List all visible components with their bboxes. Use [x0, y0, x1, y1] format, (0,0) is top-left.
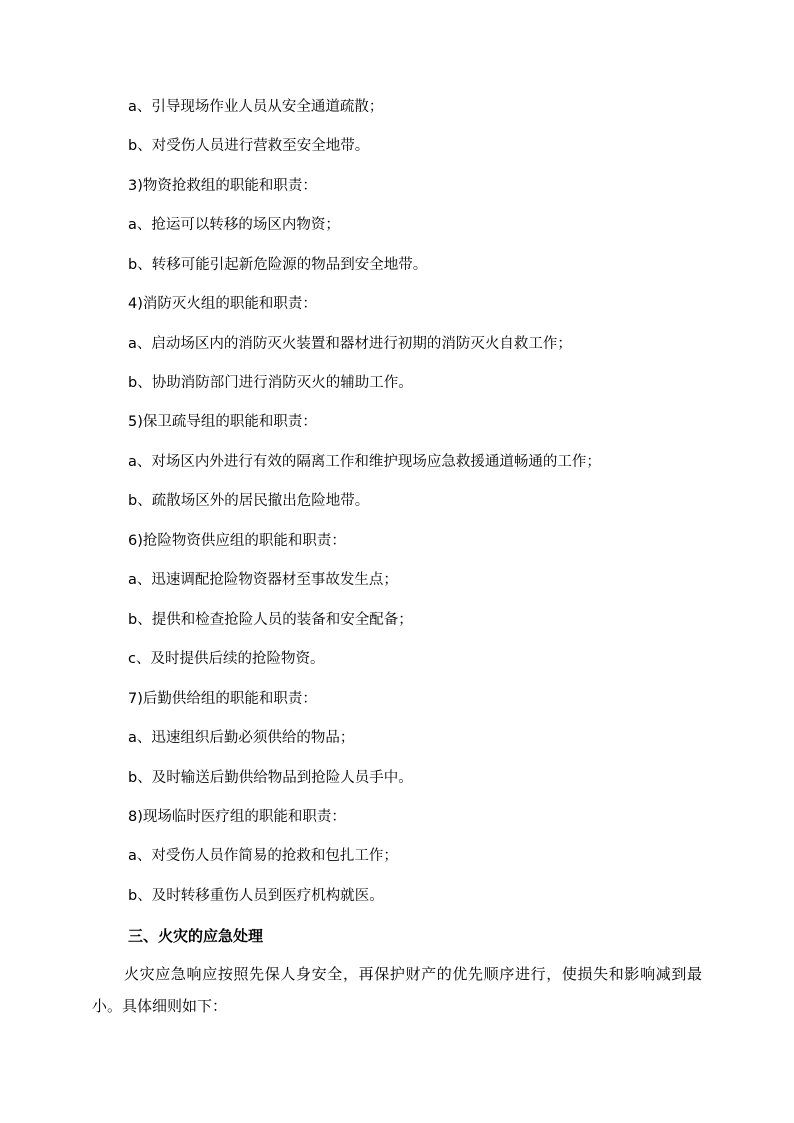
subsection-title: 6)抢险物资供应组的职能和职责：	[128, 533, 346, 549]
list-item: a、迅速组织后勤必须供给的物品；	[128, 730, 355, 746]
list-item: b、协助消防部门进行消防灭火的辅助工作。	[128, 375, 413, 391]
subsection-title: 8)现场临时医疗组的职能和职责：	[128, 809, 346, 825]
list-item: b、及时转移重伤人员到医疗机构就医。	[128, 888, 384, 904]
list-item: a、对场区内外进行有效的隔离工作和维护现场应急救援通道畅通的工作；	[128, 454, 601, 470]
subsection-title: 7)后勤供给组的职能和职责：	[128, 691, 317, 707]
subsection-title: 3)物资抢救组的职能和职责：	[128, 178, 317, 194]
list-item: a、抢运可以转移的场区内物资；	[128, 217, 340, 233]
list-item: b、转移可能引起新危险源的物品到安全地带。	[128, 257, 428, 273]
list-item: b、及时输送后勤供给物品到抢险人员手中。	[128, 770, 413, 786]
subsection-title: 4)消防灭火组的职能和职责：	[128, 296, 317, 312]
list-item: a、引导现场作业人员从安全通道疏散；	[128, 99, 384, 115]
list-item: a、对受伤人员作简易的抢救和包扎工作；	[128, 848, 398, 864]
list-item: b、提供和检查抢险人员的装备和安全配备；	[128, 612, 413, 628]
list-item: a、启动场区内的消防灭火装置和器材进行初期的消防灭火自救工作；	[128, 336, 572, 352]
subsection-title: 5)保卫疏导组的职能和职责：	[128, 414, 317, 430]
section-heading: 三、火灾的应急处理	[128, 927, 264, 945]
list-item: b、对受伤人员进行营救至安全地带。	[128, 138, 370, 154]
list-item: a、迅速调配抢险物资器材至事故发生点；	[128, 572, 398, 588]
list-item: b、疏散场区外的居民撤出危险地带。	[128, 493, 370, 509]
list-item: c、及时提供后续的抢险物资。	[128, 651, 325, 667]
section-paragraph: 火灾应急响应按照先保人身安全，再保护财产的优先顺序进行，使损失和影响减到最小。具体细则如下：	[92, 965, 702, 1015]
